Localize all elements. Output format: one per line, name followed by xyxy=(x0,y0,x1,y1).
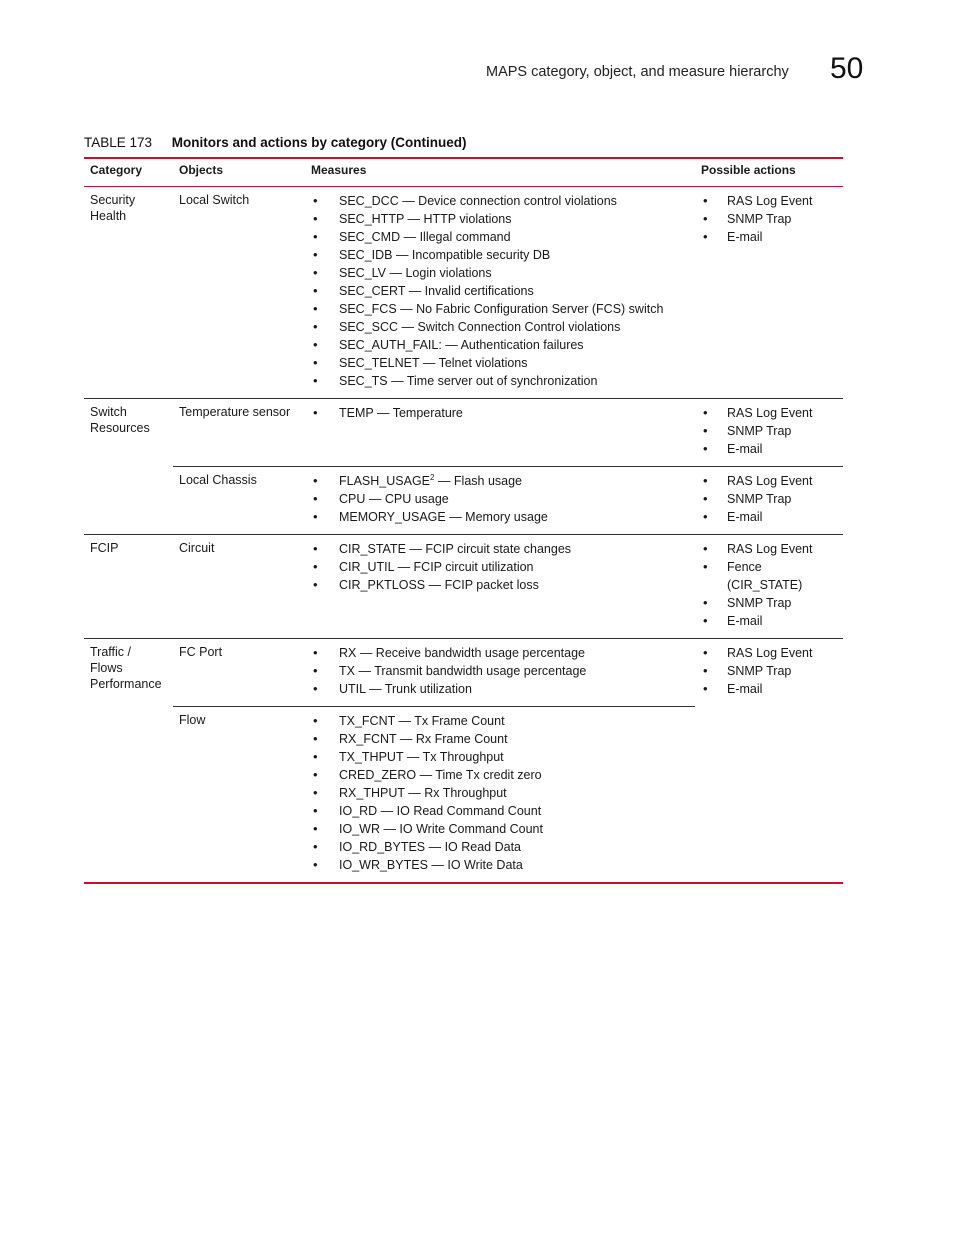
list-item: • SEC_CMD — Illegal command xyxy=(311,228,689,246)
object-cell: Local Switch xyxy=(173,187,305,399)
list-item: • SEC_LV — Login violations xyxy=(311,264,689,282)
object-cell: Local Chassis xyxy=(173,467,305,535)
table-header-row xyxy=(84,158,843,187)
running-header-title: MAPS category, object, and measure hierarchy xyxy=(486,64,789,80)
list-item: • TX_THPUT — Tx Throughput xyxy=(311,748,689,766)
actions-cell xyxy=(695,467,843,535)
category-cell: Traffic / Flows Performance xyxy=(84,639,173,884)
list-item: • SEC_TS — Time server out of synchronization xyxy=(311,372,689,390)
actions-cell xyxy=(695,187,843,399)
list-item: • CIR_STATE — FCIP circuit state changes xyxy=(311,540,689,558)
list-item: • CRED_ZERO — Time Tx credit zero xyxy=(311,766,689,784)
list-item: • SEC_TELNET — Telnet violations xyxy=(311,354,689,372)
object-cell: Flow xyxy=(173,707,305,884)
table-row xyxy=(84,535,843,639)
list-item: • SEC_AUTH_FAIL: — Authentication failures xyxy=(311,336,689,354)
list-item: • TX_FCNT — Tx Frame Count xyxy=(311,712,689,730)
list-item: • RAS Log Event xyxy=(701,644,837,662)
table-row xyxy=(84,639,843,707)
list-item: • RAS Log Event xyxy=(701,472,837,490)
list-item: • SNMP Trap xyxy=(701,662,837,680)
table-row xyxy=(84,399,843,467)
list-item: • IO_WR_BYTES — IO Write Data xyxy=(311,856,689,874)
list-item: • SEC_HTTP — HTTP violations xyxy=(311,210,689,228)
list-item: • IO_RD — IO Read Command Count xyxy=(311,802,689,820)
list-item: • FLASH_USAGE$^2$ — Flash usage xyxy=(311,472,689,490)
list-item: • TEMP — Temperature xyxy=(311,404,689,422)
object-cell: FC Port xyxy=(173,639,305,707)
list-item: • SEC_CERT — Invalid certifications xyxy=(311,282,689,300)
category-cell: Security Health xyxy=(84,187,173,399)
list-item: • CIR_PKTLOSS — FCIP packet loss xyxy=(311,576,689,594)
col-header-actions: Possible actions xyxy=(695,158,843,187)
list-item: • MEMORY_USAGE — Memory usage xyxy=(311,508,689,526)
measures-cell xyxy=(305,467,695,535)
measures-cell xyxy=(305,399,695,467)
table-caption xyxy=(84,135,467,150)
list-item: • Fence (CIR_STATE) xyxy=(701,558,837,594)
list-item: • SEC_IDB — Incompatible security DB xyxy=(311,246,689,264)
list-item: • RAS Log Event xyxy=(701,540,837,558)
list-item: • SNMP Trap xyxy=(701,490,837,508)
list-item: • SNMP Trap xyxy=(701,422,837,440)
list-item: • SNMP Trap xyxy=(701,210,837,228)
list-item: • SNMP Trap xyxy=(701,594,837,612)
list-item: • E-mail xyxy=(701,440,837,458)
table-row xyxy=(84,187,843,399)
table-label: TABLE 173 xyxy=(84,135,153,150)
col-header-objects: Objects xyxy=(173,158,305,187)
object-cell: Temperature sensor xyxy=(173,399,305,467)
list-item: • SEC_SCC — Switch Connection Control violations xyxy=(311,318,689,336)
category-cell: FCIP xyxy=(84,535,173,639)
actions-cell xyxy=(695,535,843,639)
list-item: • RX — Receive bandwidth usage percentage xyxy=(311,644,689,662)
actions-cell xyxy=(695,399,843,467)
list-item: • E-mail xyxy=(701,680,837,698)
list-item: • IO_RD_BYTES — IO Read Data xyxy=(311,838,689,856)
list-item: • E-mail xyxy=(701,612,837,630)
chapter-number: 50 xyxy=(830,52,864,85)
measures-cell xyxy=(305,639,695,707)
list-item: • RX_FCNT — Rx Frame Count xyxy=(311,730,689,748)
list-item: • TX — Transmit bandwidth usage percentage xyxy=(311,662,689,680)
list-item: • CIR_UTIL — FCIP circuit utilization xyxy=(311,558,689,576)
col-header-measures: Measures xyxy=(305,158,695,187)
measures-cell xyxy=(305,535,695,639)
list-item: • IO_WR — IO Write Command Count xyxy=(311,820,689,838)
monitors-table xyxy=(84,157,843,884)
list-item: • UTIL — Trunk utilization xyxy=(311,680,689,698)
col-header-category: Category xyxy=(84,158,173,187)
list-item: • SEC_FCS — No Fabric Configuration Server (FCS) switch xyxy=(311,300,689,318)
list-item: • RX_THPUT — Rx Throughput xyxy=(311,784,689,802)
table-title: Monitors and actions by category (Continued) xyxy=(171,135,467,150)
list-item: • RAS Log Event xyxy=(701,404,837,422)
list-item: • E-mail xyxy=(701,228,837,246)
list-item: • RAS Log Event xyxy=(701,192,837,210)
actions-cell xyxy=(695,639,843,884)
list-item: • CPU — CPU usage xyxy=(311,490,689,508)
list-item: • E-mail xyxy=(701,508,837,526)
object-cell: Circuit xyxy=(173,535,305,639)
measures-cell xyxy=(305,707,695,884)
list-item: • SEC_DCC — Device connection control violations xyxy=(311,192,689,210)
measures-cell xyxy=(305,187,695,399)
category-cell: Switch Resources xyxy=(84,399,173,535)
table-row xyxy=(84,467,843,535)
